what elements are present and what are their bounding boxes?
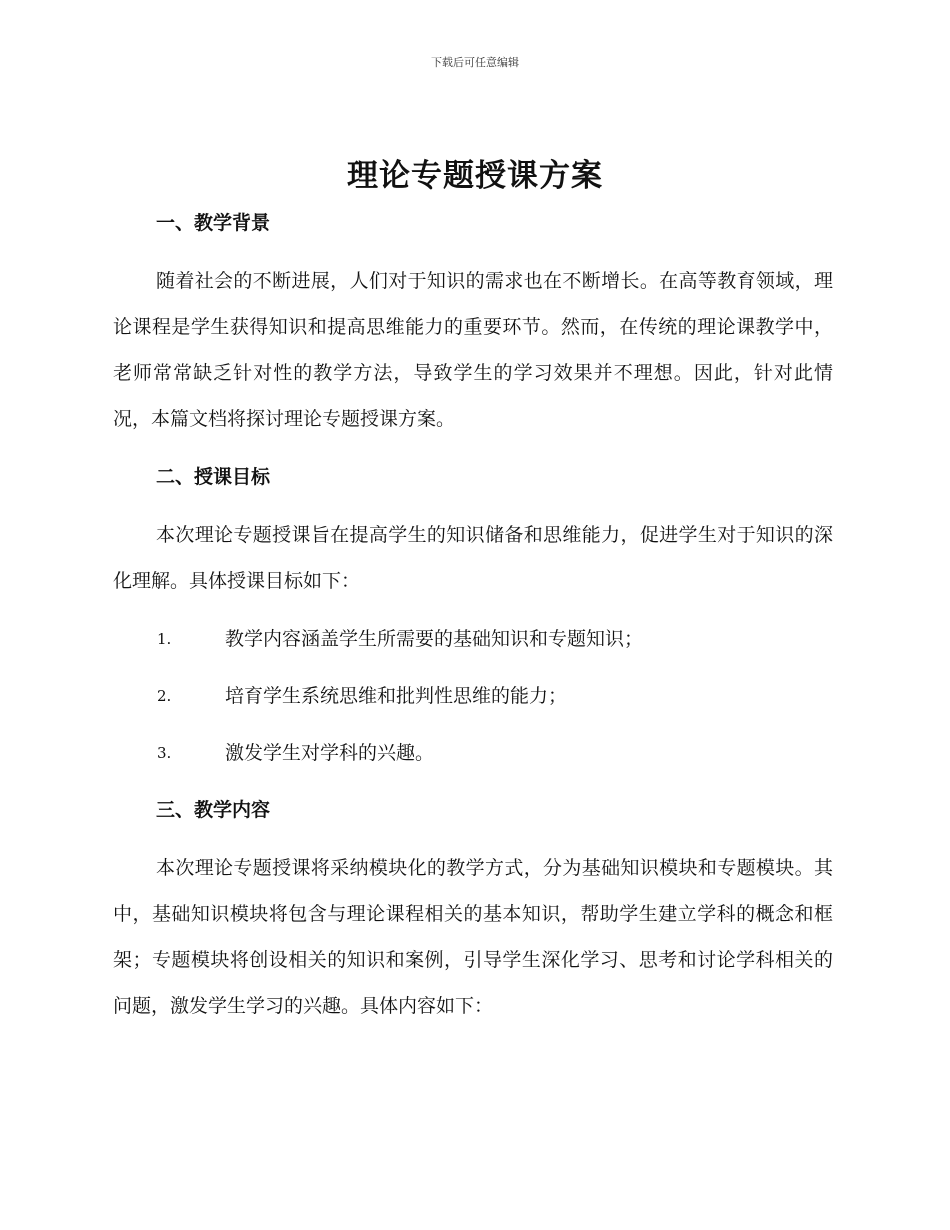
list-item-text: 教学内容涵盖学生所需要的基础知识和专题知识； bbox=[225, 628, 644, 650]
list-item-number: 1. bbox=[157, 630, 172, 648]
section-heading-background: 一、教学背景 bbox=[156, 212, 271, 234]
list-item-text: 培育学生系统思维和批判性思维的能力； bbox=[225, 685, 568, 707]
goals-list bbox=[113, 616, 833, 776]
paragraph-goals: 本次理论专题授课旨在提高学生的知识储备和思维能力，促进学生对于知识的深化理解。具体授课目标如下： bbox=[113, 524, 833, 592]
list-item-number: 3. bbox=[157, 744, 172, 762]
paragraph-background: 随着社会的不断进展，人们对于知识的需求也在不断增长。在高等教育领域，理论课程是学生获得知识和提高思维能力的重要环节。然而，在传统的理论课教学中，老师常常缺乏针对性的教学方法，导致学生的学习效果并不理想。因此，针对此情况，本篇文档将探讨理论专题授课方案。 bbox=[113, 270, 833, 430]
document-body bbox=[113, 200, 833, 1029]
section-heading-content: 三、教学内容 bbox=[156, 799, 271, 821]
list-item bbox=[113, 673, 833, 719]
list-item-number: 2. bbox=[157, 687, 172, 705]
document-title: 理论专题授课方案 bbox=[347, 158, 603, 194]
paragraph-content: 本次理论专题授课将采纳模块化的教学方式，分为基础知识模块和专题模块。其中，基础知识模块将包含与理论课程相关的基本知识，帮助学生建立学科的概念和框架；专题模块将创设相关的知识和案例，引导学生深化学习、思考和讨论学科相关的问题，激发学生学习的兴趣。具体内容如下： bbox=[113, 857, 833, 1017]
list-item bbox=[113, 730, 833, 776]
list-item bbox=[113, 616, 833, 662]
section-heading-goals: 二、授课目标 bbox=[156, 466, 271, 488]
list-item-text: 激发学生对学科的兴趣。 bbox=[225, 742, 435, 764]
header-note: 下载后可任意编辑 bbox=[431, 56, 519, 69]
